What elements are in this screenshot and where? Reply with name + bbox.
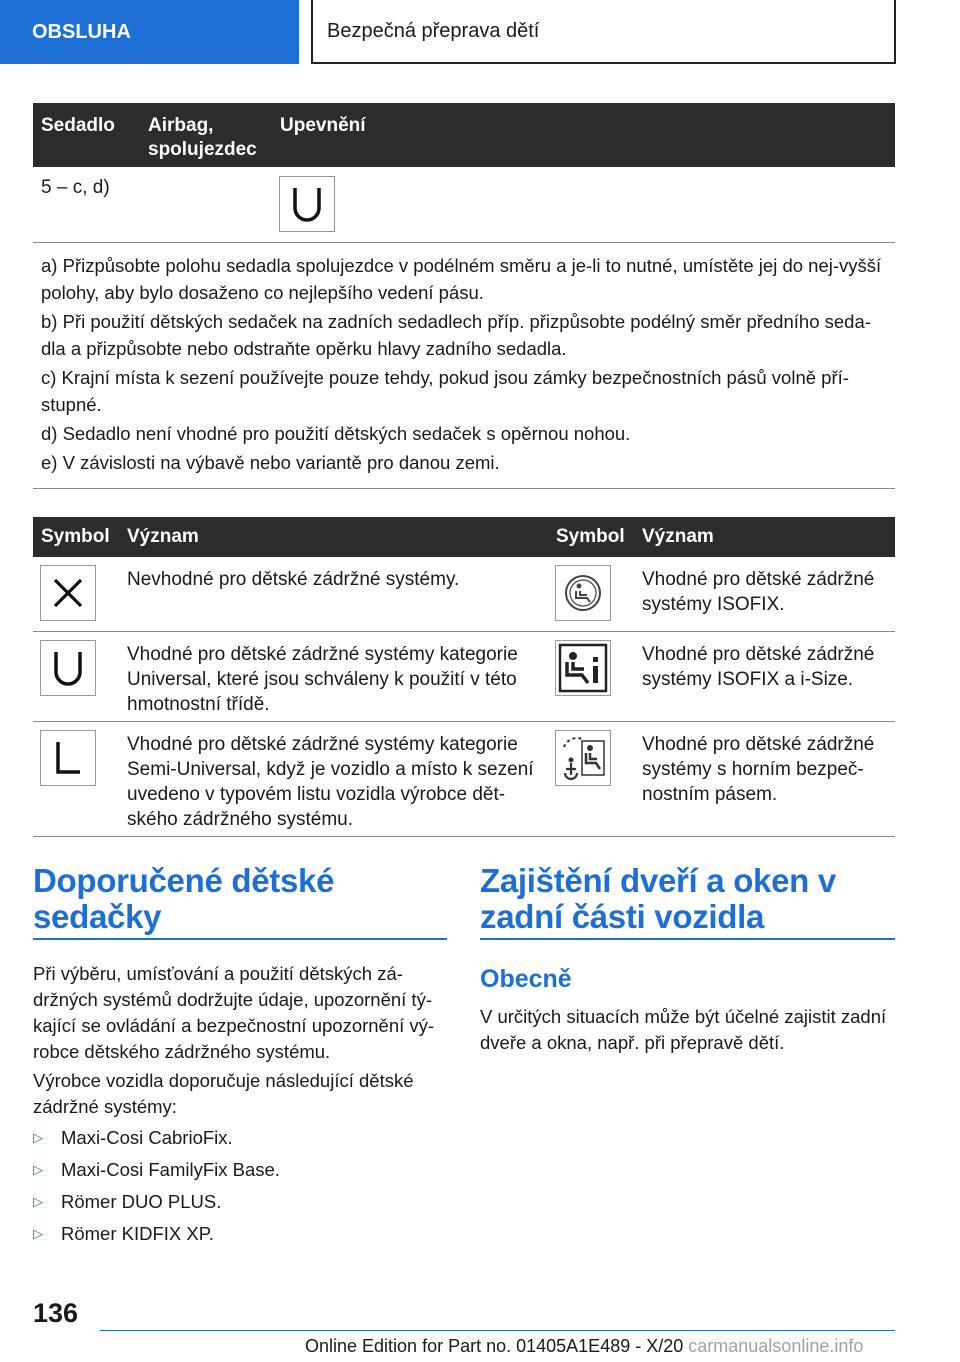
list-item: ▷ Maxi-Cosi FamilyFix Base. [33,1159,280,1180]
chapter-header [311,0,896,64]
watermark: carmanualsonline.info [688,1336,864,1356]
list-item: ▷ Maxi-Cosi CabrioFix. [33,1127,233,1148]
footer [305,1336,863,1357]
heading-rule [33,938,447,940]
col-seat: Sedadlo [41,115,115,136]
symbol-meaning: Vhodné pro dětské zádržné systémy ISOFIX. [642,569,875,615]
edition-text: Online Edition for Part no. 01405A1E489 - X/20 [305,1336,684,1356]
footnote-a: a) Přizpůsobte polohu sedadla spolujezdce v podélném směru a je-li to nutné, umístěte jej do nej-vyšší polohy, aby bylo dosaženo co nejlepšího vedení pásu. [41,255,882,303]
bullet-triangle-icon: ▷ [33,1130,43,1145]
bullet-triangle-icon: ▷ [33,1226,43,1241]
seat-table [33,103,895,489]
symbol-meaning: Vhodné pro dětské zádržné systémy kategorie Semi-Universal, když je vozidlo a místo k sezení uvedeno v typovém listu vozidla výrobce dět-ského zádržného systému. [127,734,534,830]
footnote-c: c) Krajní místa k sezení používejte pouze tehdy, pokud jsou zámky bezpečnostních pásů volně pří-stupné. [41,367,849,415]
symbol-meaning: Vhodné pro dětské zádržné systémy ISOFIX a i-Size. [642,644,875,690]
isofix-icon [555,565,611,621]
table-row [33,167,895,243]
universal-u-icon [40,640,96,696]
chapter-title: Bezpečná přeprava dětí [327,19,540,42]
isofix-isize-icon [555,640,611,696]
semi-universal-l-icon [40,730,96,786]
col-symbol-right: Symbol [556,526,625,547]
child-seats-paragraph: Při výběru, umísťování a použití dětských zá-držných systémů dodržujte údaje, upozornění tý-kající se ovládání a bezpečnostní upozornění vý-robce dětského zádržného systému. [33,963,435,1062]
col-mount: Upevnění [280,115,366,136]
col-meaning-left: Význam [127,526,199,547]
table-row [33,632,895,722]
bullet-triangle-icon: ▷ [33,1162,43,1177]
bullet-triangle-icon: ▷ [33,1194,43,1209]
heading-rule [480,938,895,940]
symbol-meaning: Nevhodné pro dětské zádržné systémy. [127,569,460,590]
symbol-table [33,517,895,837]
recommended-seats-list [33,1122,453,1250]
footnotes [33,243,895,489]
list-item: ▷ Römer DUO PLUS. [33,1191,222,1212]
seat-table-header [33,103,895,167]
col-airbag: Airbag, spolujezdec [148,115,257,160]
col-symbol-left: Symbol [41,526,110,547]
footnote-d: d) Sedadlo není vhodné pro použití dětských sedaček s opěrnou nohou. [41,423,631,444]
table-row [33,722,895,837]
seat-cell: 5 – c, d) [41,177,110,198]
col-meaning-right: Význam [642,526,714,547]
footer-rule [100,1330,895,1331]
symbol-meaning: Vhodné pro dětské zádržné systémy kategorie Universal, které jsou schváleny k použití v této hmotnostní třídě. [127,644,518,715]
list-item: ▷ Römer KIDFIX XP. [33,1223,214,1244]
section-label: OBSLUHA [32,20,131,43]
footnote-b: b) Při použití dětských sedaček na zadních sedadlech příp. přizpůsobte podélný směr předního seda-dla a přizpůsobte nebo odstraňte opěrku hlavy zadního sedadla. [41,311,871,359]
section-tab [0,0,299,64]
cross-icon [40,565,96,621]
top-tether-icon [555,730,611,786]
page-number: 136 [33,1298,79,1328]
table-row [33,557,895,632]
rear-locks-paragraph: V určitých situacích může být účelné zajistit zadní dveře a okna, např. při přepravě dětí. [480,1006,887,1053]
symbol-meaning: Vhodné pro dětské zádržné systémy s horním bezpeč-nostním pásem. [642,734,875,805]
footnote-e: e) V závislosti na výbavě nebo variantě pro danou zemi. [41,452,500,473]
section-heading-rear-locks: Zajištění dveří a oken v zadní části vozidla [480,862,836,935]
subheading-general: Obecně [480,965,572,993]
universal-u-icon [279,176,335,232]
recommendation-paragraph: Výrobce vozidla doporučuje následující dětské zádržné systémy: [33,1070,414,1117]
symbol-table-header [33,517,895,557]
section-heading-child-seats: Doporučené dětské sedačky [33,862,335,935]
